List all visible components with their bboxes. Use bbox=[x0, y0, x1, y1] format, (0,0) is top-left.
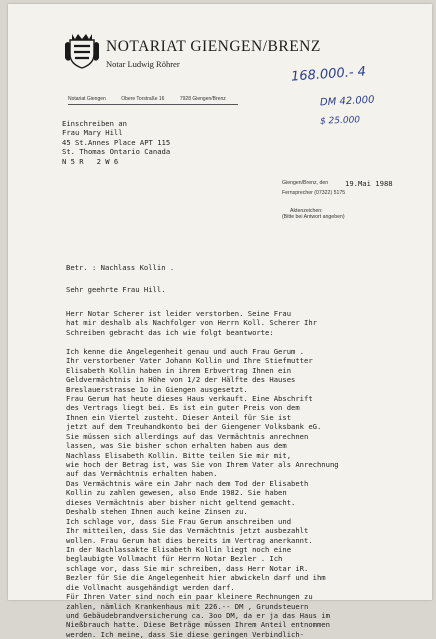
letter-line: Nießbrauch hatte. Diese Beträge müssen Ihrem Anteil entnommen bbox=[66, 620, 330, 630]
phone-number: Fernsprecher (07322) 5175 bbox=[282, 190, 346, 196]
letter-line: Das Vermächtnis wäre ein Jahr nach dem Tod der Elisabeth bbox=[66, 478, 309, 488]
letter-line: Frau Gerum hat heute dieses Haus verkauft. Eine Abschrift bbox=[66, 393, 313, 403]
letter-line bbox=[66, 337, 426, 346]
letter-line: Nachlass Elisabeth Kollin. Bitte teilen Sie mir mit, bbox=[66, 450, 292, 460]
letterhead-subtitle: Notar Ludwig Röhrer bbox=[106, 59, 180, 69]
sender-street: Obere Torstraße 16 bbox=[121, 96, 165, 102]
letter-line: Ihr mitteilen, dass Sie das Vermächtnis jetzt ausbezahlt bbox=[66, 526, 309, 536]
letter-line: Elisabeth Kollin haben in ihrem Erbvertrag Ihnen ein bbox=[66, 365, 292, 375]
letter-line: Schreiben gebracht das ich wie folgt beantworte: bbox=[66, 327, 274, 337]
letterhead-title: NOTARIAT GIENGEN/BRENZ bbox=[106, 38, 321, 55]
letter-body bbox=[66, 309, 426, 639]
letter-line: Für Ihren Vater sind noch ein paar kleinere Rechnungen zu bbox=[66, 592, 313, 602]
address-line: N 5 R 2 W 6 bbox=[62, 156, 119, 166]
sender-city: 7928 Giengen/Brenz bbox=[179, 96, 226, 102]
letter-line: zahlen, nämlich Krankenhaus mit 226.-- DM , Grundsteuern bbox=[66, 601, 309, 611]
letter-line: Deshalb stehen Ihnen auch keine Zinsen zu. bbox=[66, 507, 248, 517]
letter-line: Breslauerstrasse 1o in Giengen ausgesetzt. bbox=[66, 384, 248, 394]
sender-return-address bbox=[68, 96, 238, 105]
reference-note: (Bitte bei Antwort angeben) bbox=[282, 214, 345, 220]
letter-line: und Gebäudebrandversicherung ca. 3oo DM, da er ja das Haus im bbox=[66, 611, 330, 620]
handwritten-amount-2: DM 42.000 bbox=[319, 94, 375, 109]
letter-line: die Vollmacht ausgehändigt werden darf. bbox=[66, 582, 235, 592]
letter-line: hat mir deshalb als Nachfolger von Herrn Koll. Scherer Ihr bbox=[66, 318, 317, 328]
reference-label: Aktenzeichen: bbox=[290, 208, 323, 214]
letter-line: wollen. Frau Gerum hat dies bereits im Vertrag anerkannt. bbox=[66, 535, 313, 545]
letter-line: jetzt auf dem Treuhandkonto bei der Giengener Volksbank eG. bbox=[66, 422, 322, 432]
address-line: St. Thomas Ontario Canada bbox=[62, 147, 171, 157]
letter-date: 19.Mai 1988 bbox=[345, 179, 393, 188]
letter-line: des Vertrags liegt bei. Es ist ein guter Preis von dem bbox=[66, 403, 300, 413]
letter-line: Ihnen ein Viertel zusteht. Dieser Anteil für Sie ist bbox=[66, 412, 292, 422]
address-line: 45 St.Annes Place APT 115 bbox=[62, 137, 171, 147]
place-label: Giengen/Brenz, den bbox=[282, 180, 329, 186]
address-line: Einschreiben an bbox=[62, 119, 127, 128]
letter-line: In der Nachlassakte Elisabeth Kollin liegt noch eine bbox=[66, 544, 292, 554]
letter-line: auf das Vermächtnis erhalten haben. bbox=[66, 469, 218, 479]
letter-line: Sie müssen sich allerdings auf das Vermächtnis anrechnen bbox=[66, 431, 309, 441]
letter-page bbox=[8, 4, 432, 639]
letter-line: Geldvermächtnis in Höhe von 1/2 der Hälfte des Hauses bbox=[66, 375, 296, 385]
letter-line: Kollin zu zahlen gewesen, also Ende 1982. Sie haben bbox=[66, 488, 287, 498]
letter-salutation: Sehr geehrte Frau Hill. bbox=[66, 285, 166, 294]
letter-line: schlage vor, dass Sie mir schreiben, dass Herr Notar iR. bbox=[66, 563, 309, 573]
letter-line: Ich kenne die Angelegenheit genau und auch Frau Gerum . bbox=[66, 346, 304, 356]
letter-line: Ich schlage vor, dass Sie Frau Gerum anschreiben und bbox=[66, 516, 292, 526]
coat-of-arms-icon bbox=[64, 30, 100, 70]
letter-line: beglaubigte Vollmacht für Herrn Notar Bezler . Ich bbox=[66, 554, 283, 564]
handwritten-amount-1: 168.000.- 4 bbox=[290, 64, 367, 85]
letter-line: wie hoch der Betrag ist, was Sie von Ihrem Vater als Anrechnung bbox=[66, 460, 339, 469]
letter-line: Ihr verstorbener Vater Johann Kollin und Ihre Stiefmutter bbox=[66, 356, 313, 366]
recipient-address bbox=[62, 119, 170, 166]
letter-subject: Betr. : Nachlass Kollin . bbox=[66, 263, 175, 272]
address-line: Frau Mary Hill bbox=[62, 128, 123, 138]
letter-line: werden. Ich meine, dass Sie diese geringen Verbindlich- bbox=[66, 629, 304, 639]
sender-office: Notariat Giengen bbox=[68, 96, 106, 102]
handwritten-amount-3: $ 25.000 bbox=[319, 115, 361, 127]
letter-line: dieses Vermächtnis aber bisher nicht geltend gemacht. bbox=[66, 497, 296, 507]
letter-line: Bezler für Sie die Angelegenheit hier abwickeln darf und ihm bbox=[66, 573, 326, 583]
letter-line: Herr Notar Scherer ist leider verstorben. Seine Frau bbox=[66, 309, 292, 318]
letter-meta bbox=[250, 179, 430, 220]
letter-line: lassen, was Sie bisher schon erhalten haben aus dem bbox=[66, 441, 287, 451]
